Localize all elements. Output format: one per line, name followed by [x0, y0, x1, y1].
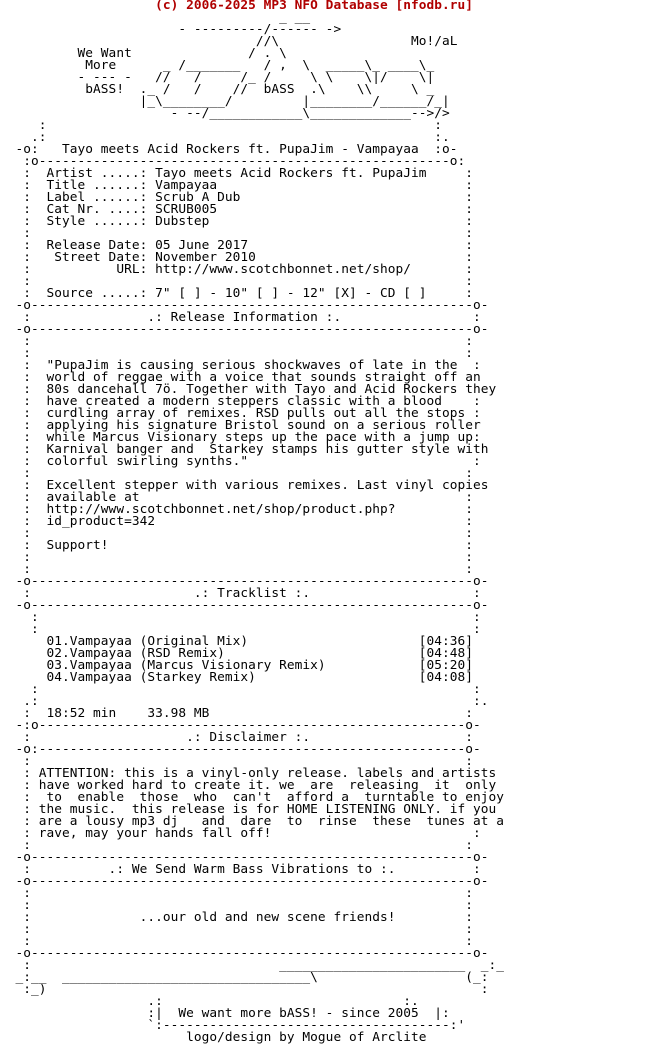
disclaimer-text — [0, 754, 504, 853]
footer-lines-line: `:-------------------------------------:' — [0, 1018, 466, 1033]
info-lines-line: : Label ......: Scrub A Dub : — [0, 190, 474, 205]
greetings-heading — [0, 850, 489, 889]
tracklist-heading — [0, 574, 489, 613]
info-lines-line: : : — [0, 274, 474, 289]
release-info-head-line: -o---------------------------------------------------------o- — [0, 322, 489, 337]
disclaimer-lines-line: : rave, may your hands fall off! : — [0, 826, 481, 841]
disclaimer-head-line: -o:-------------------------------------------------------o- — [0, 742, 481, 757]
tracklist-head-line: -o---------------------------------------------------------o- — [0, 574, 489, 589]
disclaimer-lines-line: : the music. this release is for HOME LISTENING ONLY. if you — [0, 802, 497, 817]
disclaimer-lines-line: : are a lousy mp3 dj and dare to rinse these tunes at a — [0, 814, 505, 829]
greets-lines-line: : ...our old and new scene friends! : — [0, 910, 474, 925]
tracklist-lines-line: 01.Vampayaa (Original Mix) [04:36] — [0, 634, 474, 649]
tracklist-lines-line: 03.Vampayaa (Marcus Visionary Remix) [05:20] — [0, 658, 474, 673]
logo-line: More _ /_______ / , \ _____\_ ____\_ — [0, 58, 435, 73]
tracklist-head-line: : .: Tracklist :. : — [0, 586, 481, 601]
release-info-lines-line: : available at : — [0, 490, 474, 505]
info-lines-line: : Release Date: 05 June 2017 : — [0, 238, 474, 253]
release-description — [0, 334, 496, 577]
greets-lines-line: : : — [0, 922, 474, 937]
logo-line: bASS! ._ / / // bASS .\ \\ \ _ — [0, 82, 435, 97]
release-info-lines-line: : : — [0, 550, 474, 565]
info-lines-line: : : — [0, 226, 474, 241]
tracklist — [0, 610, 489, 721]
logo-line: - --- - // / /_ / \ \ \|/ \| — [0, 70, 435, 85]
release-info-lines-line: : : — [0, 526, 474, 541]
greets-head-line: -o---------------------------------------------------------o- — [0, 874, 489, 889]
disclaimer-lines-line: : : — [0, 754, 474, 769]
tracklist-lines-line: : : — [0, 622, 481, 637]
release-info-lines-line: : : — [0, 346, 474, 361]
frame-top-line: :o-----------------------------------------------------o: — [0, 154, 466, 169]
release-info-lines-line: : Support! : — [0, 538, 474, 553]
release-info-lines-line: : "PupaJim is causing serious shockwaves of late in the : — [0, 358, 481, 373]
footer-lines-line: _:__ ________________________________\ (_: — [0, 970, 489, 985]
info-lines-line: : Artist .....: Tayo meets Acid Rockers ft. PupaJim : — [0, 166, 474, 181]
greets-lines-line: : : — [0, 886, 474, 901]
disclaimer-heading — [0, 718, 481, 757]
info-lines-line: : Cat Nr. ....: SCRUB005 : — [0, 202, 474, 217]
release-info-lines-line: : have created a modern steppers classic with a blood : — [0, 394, 481, 409]
info-lines-line: : Title ......: Vampayaa : — [0, 178, 474, 193]
footer-lines-line: logo/design by Mogue of Arclite — [0, 1030, 427, 1045]
greets-head-line: -o---------------------------------------------------------o- — [0, 850, 489, 865]
footer — [0, 946, 504, 1045]
info-lines-line: : Style ......: Dubstep : — [0, 214, 474, 229]
info-lines-line: : Street Date: November 2010 : — [0, 250, 474, 265]
release-info-lines-line: : while Marcus Visionary steps up the pace with a jump up: — [0, 430, 481, 445]
release-info-lines-line: : world of reggae with a voice that sounds straight off an — [0, 370, 481, 385]
tracklist-lines-line: 04.Vampayaa (Starkey Remix) [04:08] — [0, 670, 474, 685]
release-info-lines-line: : colorful swirling synths." : — [0, 454, 481, 469]
greets-head-line: : .: We Send Warm Bass Vibrations to :. : — [0, 862, 481, 877]
release-info-head-line: -o---------------------------------------------------------o- — [0, 298, 489, 313]
disclaimer-lines-line: : to enable those who can't afford a turntable to enjoy — [0, 790, 505, 805]
release-info-lines-line: : 80s dancehall 7ö. Together with Tayo and Acid Rockers they — [0, 382, 497, 397]
footer-lines-line: :_) : — [0, 982, 489, 997]
frame-top-line: -o: Tayo meets Acid Rockers ft. PupaJim - Vampayaa :o- — [0, 142, 458, 157]
release-info-lines-line: : : — [0, 466, 474, 481]
release-info-head-line: : .: Release Information :. : — [0, 310, 481, 325]
footer-lines-line: : ________________________ _:_ — [0, 958, 505, 973]
copyright-header: (c) 2006-2025 MP3 NFO Database [nfodb.ru] — [0, 0, 474, 13]
release-info-lines-line: : applying his signature Bristol sound on a serious roller — [0, 418, 481, 433]
disclaimer-lines-line: : ATTENTION: this is a vinyl-only release. labels and artists — [0, 766, 497, 781]
footer-lines-line: .: :. — [0, 994, 419, 1009]
title-frame — [0, 118, 465, 169]
release-info-lines-line: : Excellent stepper with various remixes. Last vinyl copies — [0, 478, 489, 493]
frame-top-line: .: :. — [0, 130, 450, 145]
tracklist-lines-line: : 18:52 min 33.98 MB : — [0, 706, 474, 721]
disclaimer-lines-line: : : — [0, 838, 474, 853]
logo-line: - ---------/------ -> — [0, 22, 342, 37]
release-info-lines-line: : id_product=342 : — [0, 514, 474, 529]
logo-line: We Want / . \ — [0, 46, 287, 61]
tracklist-lines-line: 02.Vampayaa (RSD Remix) [04:48] — [0, 646, 474, 661]
disclaimer-lines-line: : have worked hard to create it. we are releasing it only — [0, 778, 497, 793]
logo-line: //\ Mo!/aL — [0, 34, 458, 49]
release-metadata — [0, 166, 473, 301]
greets-lines-line: : : — [0, 934, 474, 949]
release-info-lines-line: : Karnival banger and Starkey stamps his gutter style with — [0, 442, 489, 457]
release-info-lines-line: : : — [0, 562, 474, 577]
info-lines-line: : Source .....: 7" [ ] - 10" [ ] - 12" [X] - CD [ ] : — [0, 286, 474, 301]
logo-line: _ __ — [0, 10, 311, 25]
release-info-lines-line: : curdling array of remixes. RSD pulls out all the stops : — [0, 406, 481, 421]
release-info-lines-line: : http://www.scotchbonnet.net/shop/product.php? : — [0, 502, 474, 517]
frame-top-line: : : — [0, 118, 442, 133]
ascii-logo — [0, 10, 458, 121]
tracklist-lines-line: .: :. — [0, 694, 489, 709]
footer-lines-line: :| We want more bASS! - since 2005 |: — [0, 1006, 450, 1021]
release-information-heading — [0, 298, 489, 337]
release-info-lines-line: : : — [0, 334, 474, 349]
logo-line: - --/____________\_____________-->/> — [0, 106, 450, 121]
tracklist-head-line: -o---------------------------------------------------------o- — [0, 598, 489, 613]
info-lines-line: : URL: http://www.scotchbonnet.net/shop/ : — [0, 262, 474, 277]
greetings-text — [0, 886, 473, 949]
disclaimer-head-line: -:o-------------------------------------------------------o- — [0, 718, 481, 733]
tracklist-lines-line: : : — [0, 610, 481, 625]
logo-line: |_\________/ |________/______/_| — [0, 94, 450, 109]
greets-lines-line: : : — [0, 898, 474, 913]
tracklist-lines-line: : : — [0, 682, 481, 697]
disclaimer-head-line: : .: Disclaimer :. : — [0, 730, 474, 745]
footer-lines-line: -o---------------------------------------------------------o- — [0, 946, 489, 961]
